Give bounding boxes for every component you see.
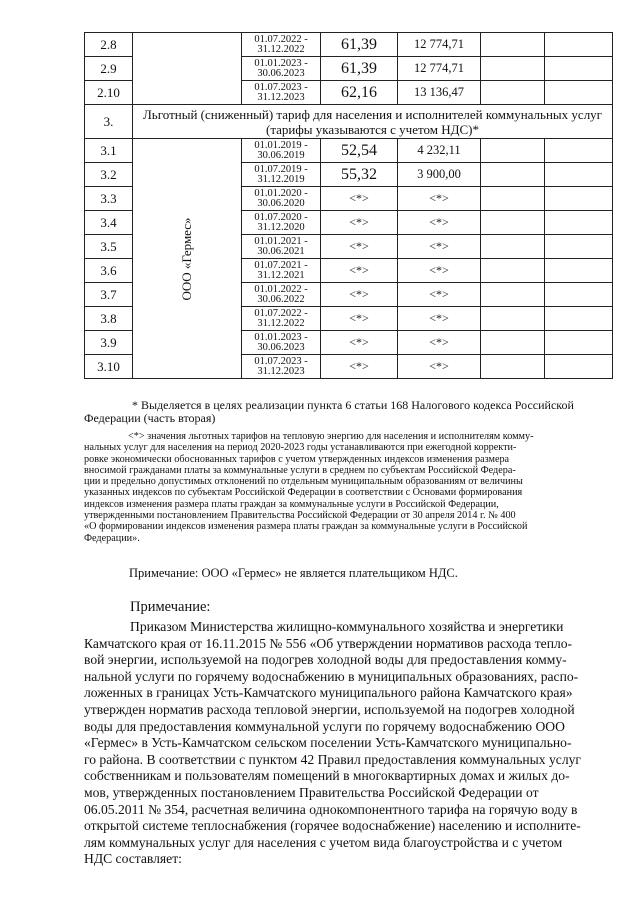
note-paragraph [84, 619, 609, 868]
empty-cell [481, 259, 545, 283]
value-cell: 12 774,71 [398, 57, 481, 81]
empty-cell [545, 259, 613, 283]
row-number: 2.9 [85, 57, 133, 81]
tariff-cell: 55,32 [321, 163, 398, 187]
paragraph-line: нальной услуги по горячему водоснабжению в муниципальных образованиях, распо- [84, 668, 579, 684]
value-cell: 12 774,71 [398, 33, 481, 57]
period-cell: 01.01.2022 - 30.06.2022 [242, 283, 321, 307]
period-cell: 01.07.2022 - 31.12.2022 [242, 307, 321, 331]
empty-cell [481, 57, 545, 81]
value-cell: 13 136,47 [398, 81, 481, 105]
value-cell: <*> [398, 331, 481, 355]
period-cell: 01.01.2023 - 30.06.2023 [242, 57, 321, 81]
tariff-table-body [85, 33, 613, 379]
tariff-cell: <*> [321, 331, 398, 355]
empty-cell [545, 211, 613, 235]
row-number: 3.2 [85, 163, 133, 187]
tariff-table [84, 32, 613, 379]
tariff-cell: <*> [321, 211, 398, 235]
empty-cell [481, 139, 545, 163]
empty-cell [545, 331, 613, 355]
row-number: 3.9 [85, 331, 133, 355]
empty-cell [545, 283, 613, 307]
footnote-line: вносимой гражданами платы за коммунальные услуги в среднем по субъектам Российской Федера- [84, 464, 516, 476]
row-number: 3.1 [85, 139, 133, 163]
footnote-line: нальных услуг для населения на период 2020-2023 годы устанавливаются при ежегодной корректи- [84, 442, 517, 454]
footnote-preferential-tariffs [84, 431, 614, 544]
empty-cell [545, 235, 613, 259]
empty-cell [545, 307, 613, 331]
row-number: 3.8 [85, 307, 133, 331]
footnote-line: ровке экономически обоснованных тарифов с учетом утвержденных индексов изменения размера [84, 453, 510, 465]
empty-cell [481, 81, 545, 105]
empty-cell [545, 163, 613, 187]
section-title: Льготный (сниженный) тариф для населения и исполнителей коммунальных услуг (тарифы указываются с учетом НДС)* [133, 105, 613, 139]
paragraph-line: «Гермес» в Усть-Камчатском сельском поселении Усть-Камчатского муниципально- [84, 735, 572, 751]
footnote-line: Федерации (часть вторая) [84, 411, 216, 425]
period-cell: 01.07.2019 - 31.12.2019 [242, 163, 321, 187]
tariff-cell: <*> [321, 259, 398, 283]
tariff-cell: 52,54 [321, 139, 398, 163]
section-header-row [85, 105, 613, 139]
paragraph-line: НДС составляет: [84, 851, 182, 867]
empty-cell [481, 33, 545, 57]
empty-cell [481, 307, 545, 331]
empty-cell [481, 211, 545, 235]
paragraph-line: 06.05.2011 № 354, расчетная величина однокомпонентного тарифа на горячую воду в [84, 801, 578, 817]
empty-cell [481, 355, 545, 379]
period-cell: 01.01.2020 - 30.06.2020 [242, 187, 321, 211]
value-cell: <*> [398, 307, 481, 331]
note-nds: Примечание: ООО «Гермес» не является плательщиком НДС. [129, 566, 458, 580]
period-cell: 01.01.2019 - 30.06.2019 [242, 139, 321, 163]
empty-cell [481, 283, 545, 307]
note-title: Примечание: [130, 599, 211, 615]
row-number: 2.10 [85, 81, 133, 105]
paragraph-line: Приказом Министерства жилищно-коммунального хозяйства и энергетики [130, 619, 564, 634]
paragraph-line: вой энергии, используемой на подогрев холодной воды для предоставления комму- [84, 652, 567, 668]
paragraph-line: лям коммунальных услуг для населения с учетом вида благоустройства и с учетом [84, 834, 563, 850]
period-cell: 01.07.2022 - 31.12.2022 [242, 33, 321, 57]
row-number: 2.8 [85, 33, 133, 57]
tariff-cell: 62,16 [321, 81, 398, 105]
value-cell: <*> [398, 235, 481, 259]
paragraph-line: утвержден норматив расхода тепловой энергии, используемой на подогрев холодной [84, 701, 575, 717]
footnote-line: * Выделяется в целях реализации пункта 6 статьи 168 Налогового кодекса Российской [132, 398, 574, 412]
tariff-cell: <*> [321, 283, 398, 307]
row-number: 3.4 [85, 211, 133, 235]
tariff-cell: <*> [321, 307, 398, 331]
footnote-line: индексов изменения размера платы граждан за коммунальные услуги в Российской Федерации, [84, 498, 499, 510]
paragraph-line: Камчатского края от 16.11.2015 № 556 «Об утверждении нормативов расхода тепло- [84, 635, 573, 651]
value-cell: <*> [398, 259, 481, 283]
row-number: 3.7 [85, 283, 133, 307]
empty-cell [545, 57, 613, 81]
period-cell: 01.07.2023 - 31.12.2023 [242, 355, 321, 379]
paragraph-line: воды для предоставления коммунальной услуги по горячему водоснабжению ООО [84, 718, 565, 734]
row-number: 3.3 [85, 187, 133, 211]
empty-cell [545, 33, 613, 57]
empty-cell [481, 163, 545, 187]
footnote-nds [84, 399, 614, 425]
empty-cell [481, 235, 545, 259]
footnote-line: указанных индексов по субъектам Российской Федерации в соответствии с Основами формирования [84, 487, 523, 499]
row-number: 3.5 [85, 235, 133, 259]
tariff-cell: <*> [321, 355, 398, 379]
table-row [85, 139, 613, 163]
footnote-line: «О формировании индексов изменения размера платы граждан за коммунальные услуги в Российской [84, 521, 528, 533]
value-cell: <*> [398, 283, 481, 307]
value-cell: 3 900,00 [398, 163, 481, 187]
empty-cell [545, 187, 613, 211]
empty-cell [481, 331, 545, 355]
empty-cell [481, 187, 545, 211]
tariff-cell: <*> [321, 187, 398, 211]
footnote-line: Федерации». [84, 532, 140, 544]
period-cell: 01.07.2020 - 31.12.2020 [242, 211, 321, 235]
footnote-line: утвержденными постановлением Правительства Российской Федерации от 30 апреля 2014 г. № 400 [84, 510, 516, 522]
paragraph-line: ложенных в границах Усть-Камчатского муниципального района Камчатского края» [84, 685, 573, 701]
empty-cell [545, 139, 613, 163]
org-cell [133, 139, 242, 379]
footnote-line: ции и предельно допустимых отклонений по отдельным муниципальным образованиям от величины [84, 476, 523, 488]
tariff-cell: 61,39 [321, 33, 398, 57]
section-number: 3. [85, 105, 133, 139]
value-cell: <*> [398, 211, 481, 235]
table-row [85, 33, 613, 57]
period-cell: 01.01.2021 - 30.06.2021 [242, 235, 321, 259]
paragraph-line: собственникам и пользователям помещений в многоквартирных домах и жилых до- [84, 768, 570, 784]
org-cell-previous [133, 33, 242, 105]
row-number: 3.6 [85, 259, 133, 283]
paragraph-line: мов, утвержденных постановлением Правительства Российской Федерации от [84, 784, 539, 800]
org-name: ООО «Гермес» [179, 216, 194, 301]
empty-cell [545, 81, 613, 105]
tariff-cell: <*> [321, 235, 398, 259]
period-cell: 01.01.2023 - 30.06.2023 [242, 331, 321, 355]
tariff-cell: 61,39 [321, 57, 398, 81]
value-cell: <*> [398, 355, 481, 379]
empty-cell [545, 355, 613, 379]
row-number: 3.10 [85, 355, 133, 379]
footnote-line: <*> значения льготных тарифов на тепловую энергию для населения и исполнителям комму- [128, 431, 534, 442]
paragraph-line: открытой системе теплоснабжения (горячее водоснабжение) населению и исполните- [84, 818, 581, 834]
period-cell: 01.07.2021 - 31.12.2021 [242, 259, 321, 283]
period-cell: 01.07.2023 - 31.12.2023 [242, 81, 321, 105]
paragraph-line: го района. В соответствии с пунктом 42 Правил предоставления коммунальных услуг [84, 751, 581, 767]
value-cell: <*> [398, 187, 481, 211]
value-cell: 4 232,11 [398, 139, 481, 163]
